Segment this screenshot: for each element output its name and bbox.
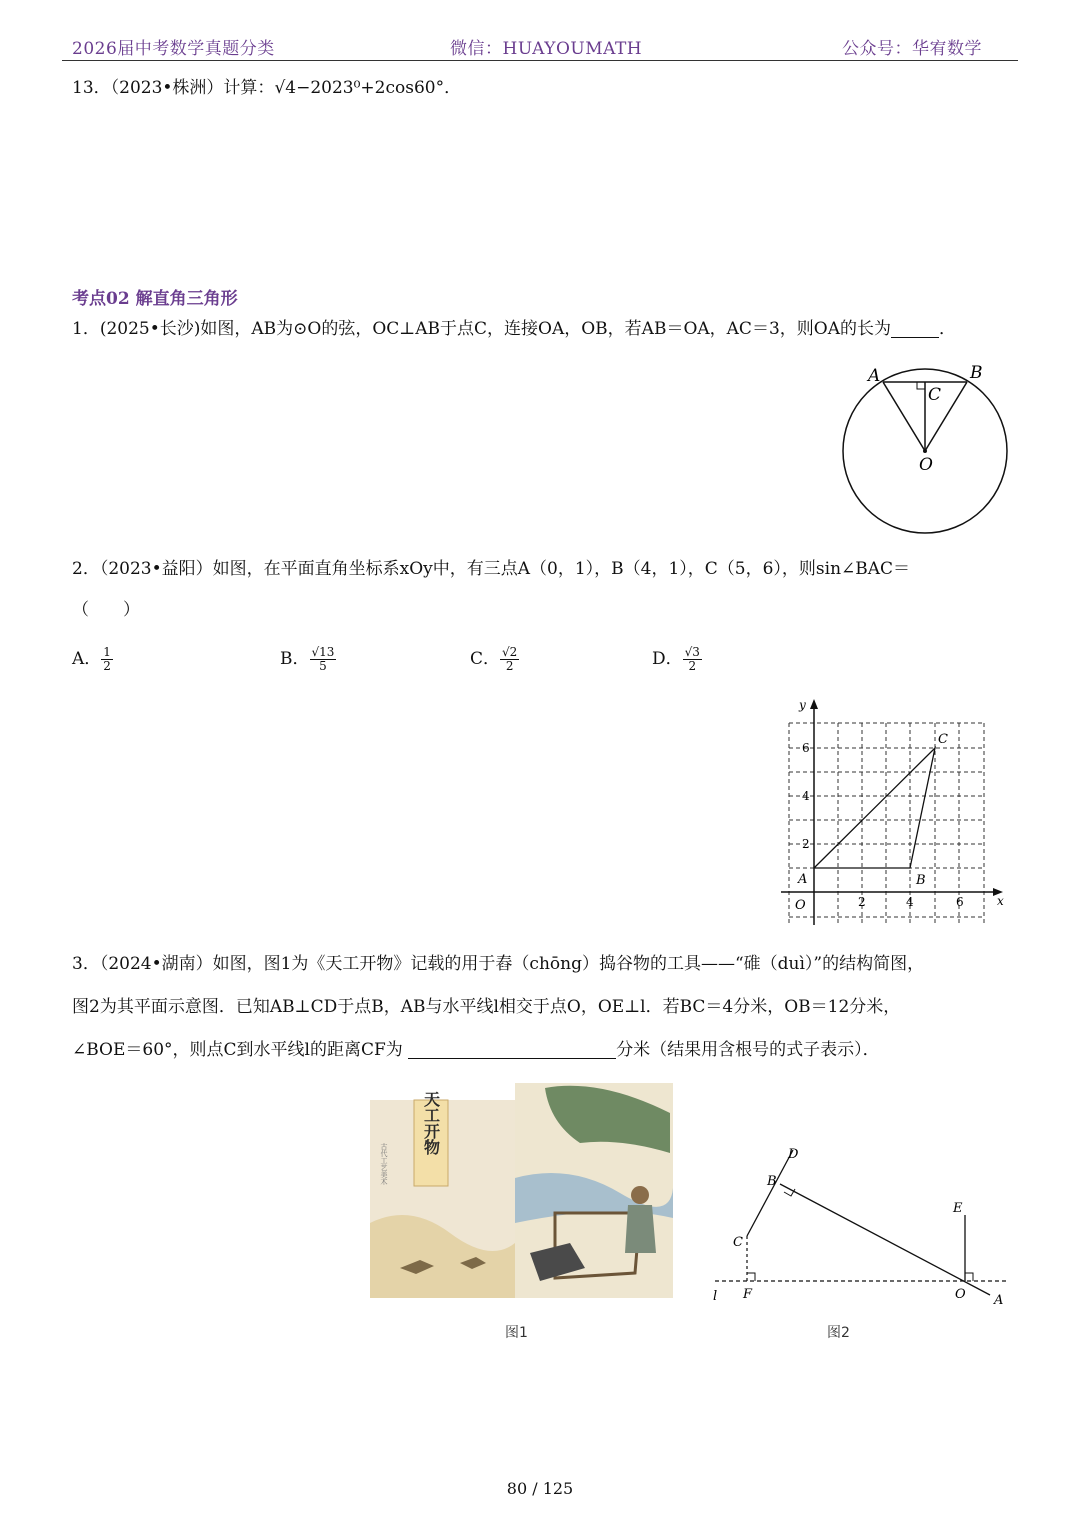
q2-option-d[interactable]: [652, 646, 702, 673]
triangle-abc: [814, 748, 935, 868]
option-d-fraction: $\frac{√3}{2}$: [684, 645, 700, 674]
option-a-fraction: $\frac{1}{2}$: [103, 645, 111, 674]
q3-line3a: ∠BOE＝60°，则点C到水平线l的距离CF为: [72, 1040, 403, 1060]
point-b-label: B: [916, 873, 926, 888]
painting-worker-head: [631, 1186, 649, 1204]
q3-line2: 图2为其平面示意图．已知AB⊥CD于点B，AB与水平线l相交于点O，OE⊥l．若BC＝4分米，OB＝12分米，: [72, 997, 901, 1017]
right-angle-mark: [917, 382, 925, 389]
q2-option-c[interactable]: [470, 646, 519, 673]
tick-x-6: 6: [956, 895, 964, 909]
section-title: 考点02 解直角三角形: [72, 289, 238, 309]
segment-oa: [883, 382, 925, 451]
option-b-fraction: $\frac{√13}{5}$: [311, 645, 335, 674]
option-c-fraction: $\frac{√2}{2}$: [502, 645, 518, 674]
tick-y-2: 2: [802, 837, 810, 851]
q13-source: （2023•株洲）计算：: [110, 78, 275, 98]
figure2-schematic: [705, 1140, 1015, 1310]
q3-answer-blank: [408, 1041, 616, 1059]
q1-text: 1．(2025•长沙)如图，AB为⊙O的弦，OC⊥AB于点C，连接OA，OB，若AB＝OA，AC＝3，则OA的长为: [72, 319, 891, 339]
tick-y-4: 4: [802, 789, 810, 803]
tick-x-2: 2: [858, 895, 866, 909]
point-c-label: C: [938, 732, 948, 747]
figure1-caption: 图1: [505, 1325, 528, 1341]
label-e: E: [953, 1201, 963, 1216]
label-c: C: [928, 385, 942, 405]
option-a-label: A．: [72, 649, 102, 670]
q3-line3: [72, 1041, 880, 1059]
label-a: A: [868, 366, 881, 386]
q2-paren: （ ）: [72, 600, 140, 620]
label-b2: B: [767, 1174, 777, 1189]
header-left: 2026届中考数学真题分类: [72, 39, 275, 59]
origin-label: O: [795, 898, 806, 913]
y-label: y: [799, 698, 806, 712]
right-angle-f: [747, 1273, 755, 1281]
label-a2: A: [994, 1293, 1004, 1308]
q13-expression: √4−2023⁰+2cos60°．: [274, 78, 462, 98]
figure2-caption: 图2: [827, 1325, 850, 1341]
label-l: l: [713, 1289, 718, 1304]
option-d-label: D．: [652, 649, 683, 670]
q2-option-b[interactable]: [280, 646, 336, 673]
label-o: O: [919, 455, 933, 475]
q2-option-a[interactable]: [72, 646, 113, 673]
q13-line: [72, 80, 461, 97]
right-angle-b: [784, 1189, 795, 1196]
book-subtitle: 古代工艺美术: [380, 1143, 388, 1185]
book-title: 天工开物: [421, 1091, 441, 1155]
q3-line1: 3．（2024•湖南）如图，图1为《天工开物》记载的用于舂（chōng）捣谷物的工具——“碓（duì）”的结构简图，: [72, 954, 925, 974]
header-center: 微信：HUAYOUMATH: [450, 39, 643, 59]
q1-answer-blank: [891, 320, 939, 338]
painting-worker-body: [625, 1205, 656, 1253]
grid-lines: [789, 723, 984, 925]
q2-line1: 2．（2023•益阳）如图，在平面直角坐标系xOy中，有三点A（0，1），B（4，1），C（5，6），则sin∠BAC＝: [72, 559, 911, 579]
header-divider: [62, 60, 1018, 61]
y-axis-arrow: [810, 699, 818, 709]
q2-coordinate-graph: [775, 695, 1010, 935]
point-a-label: A: [798, 872, 808, 887]
option-b-label: B．: [280, 649, 310, 670]
x-label: x: [997, 894, 1004, 908]
center-point: [923, 449, 927, 453]
label-d: D: [788, 1147, 799, 1162]
right-angle-o: [965, 1273, 973, 1281]
label-b: B: [970, 363, 983, 383]
label-f: F: [743, 1287, 753, 1302]
q1-line: [72, 320, 956, 338]
option-c-label: C．: [470, 649, 501, 670]
header-right: 公众号：华宥数学: [842, 39, 982, 59]
q3-line3b: 分米（结果用含根号的式子表示）．: [616, 1040, 880, 1060]
q13-number: 13．: [72, 78, 111, 98]
page-number: 80 / 125: [506, 1479, 574, 1498]
figure1-illustration: [370, 1083, 673, 1298]
label-c2: C: [733, 1235, 743, 1250]
tick-y-6: 6: [802, 741, 810, 755]
q1-end: ．: [938, 319, 956, 339]
q1-circle-figure: [830, 360, 1020, 540]
tick-x-4: 4: [906, 895, 914, 909]
label-o2: O: [955, 1287, 966, 1302]
